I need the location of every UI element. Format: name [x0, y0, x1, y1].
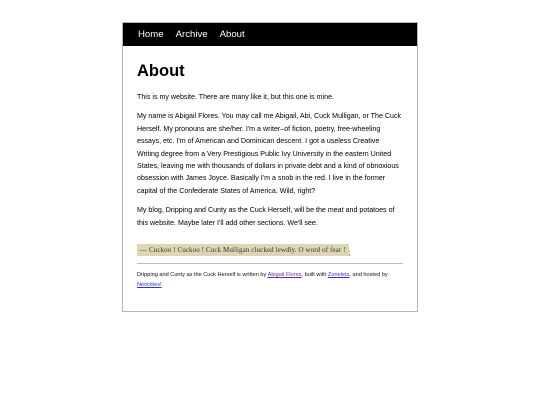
blog-paragraph: My blog, Dripping and Cunty as the Cuck Herself, will be the meat and potatoes of this website. Maybe later I'll add other sections. We'll see.: [137, 206, 395, 227]
nav-home[interactable]: Home: [138, 29, 164, 40]
bio-paragraph: My name is Abigail Flores. You may call me Abigail, Abi, Cuck Mulligan, or The Cuck Herself. My pronouns are she/her. I'm a writer–of fiction, poetry, free-wheeling essays, etc. I'm of American and Dominican descent. I got a useless Creative Writing degree from a Very Prestigious Public Ivy University in the eastern United States, leaving me with thousands of dollars in private debt and a kind of obnoxious obsession with James Joyce. Basically I'm a snob in the red. I live in the former capital of the Confederate States of America. Wild, right?: [137, 112, 402, 195]
footer-text-middle: , built with: [301, 272, 328, 279]
quote-tail: ;: [348, 250, 351, 258]
quote-image: [137, 239, 403, 258]
zonelets-link[interactable]: Zonelets: [327, 272, 350, 279]
page-title: About: [137, 62, 185, 80]
neocities-link[interactable]: Neocities!: [137, 282, 162, 289]
nav-archive[interactable]: Archive: [175, 29, 208, 40]
quote-image-text: — Cuckoo ! Cuckoo ! Cuck Mulligan clucked lewdly. O word of fear !: [137, 244, 349, 256]
author-link[interactable]: Abigail Flores: [267, 272, 302, 279]
footer-text-before: Dripping and Cunty as the Cuck Herself is written by: [137, 272, 268, 279]
footer-text-after: , and hosted by: [349, 272, 388, 279]
footer: [137, 270, 403, 290]
top-nav: [123, 23, 417, 46]
intro-paragraph: This is my website. There are many like it, but this one is mine.: [137, 93, 334, 101]
main-content: [123, 46, 417, 290]
page-container: [122, 22, 418, 312]
footer-divider: [137, 263, 403, 264]
nav-about[interactable]: About: [219, 29, 245, 40]
